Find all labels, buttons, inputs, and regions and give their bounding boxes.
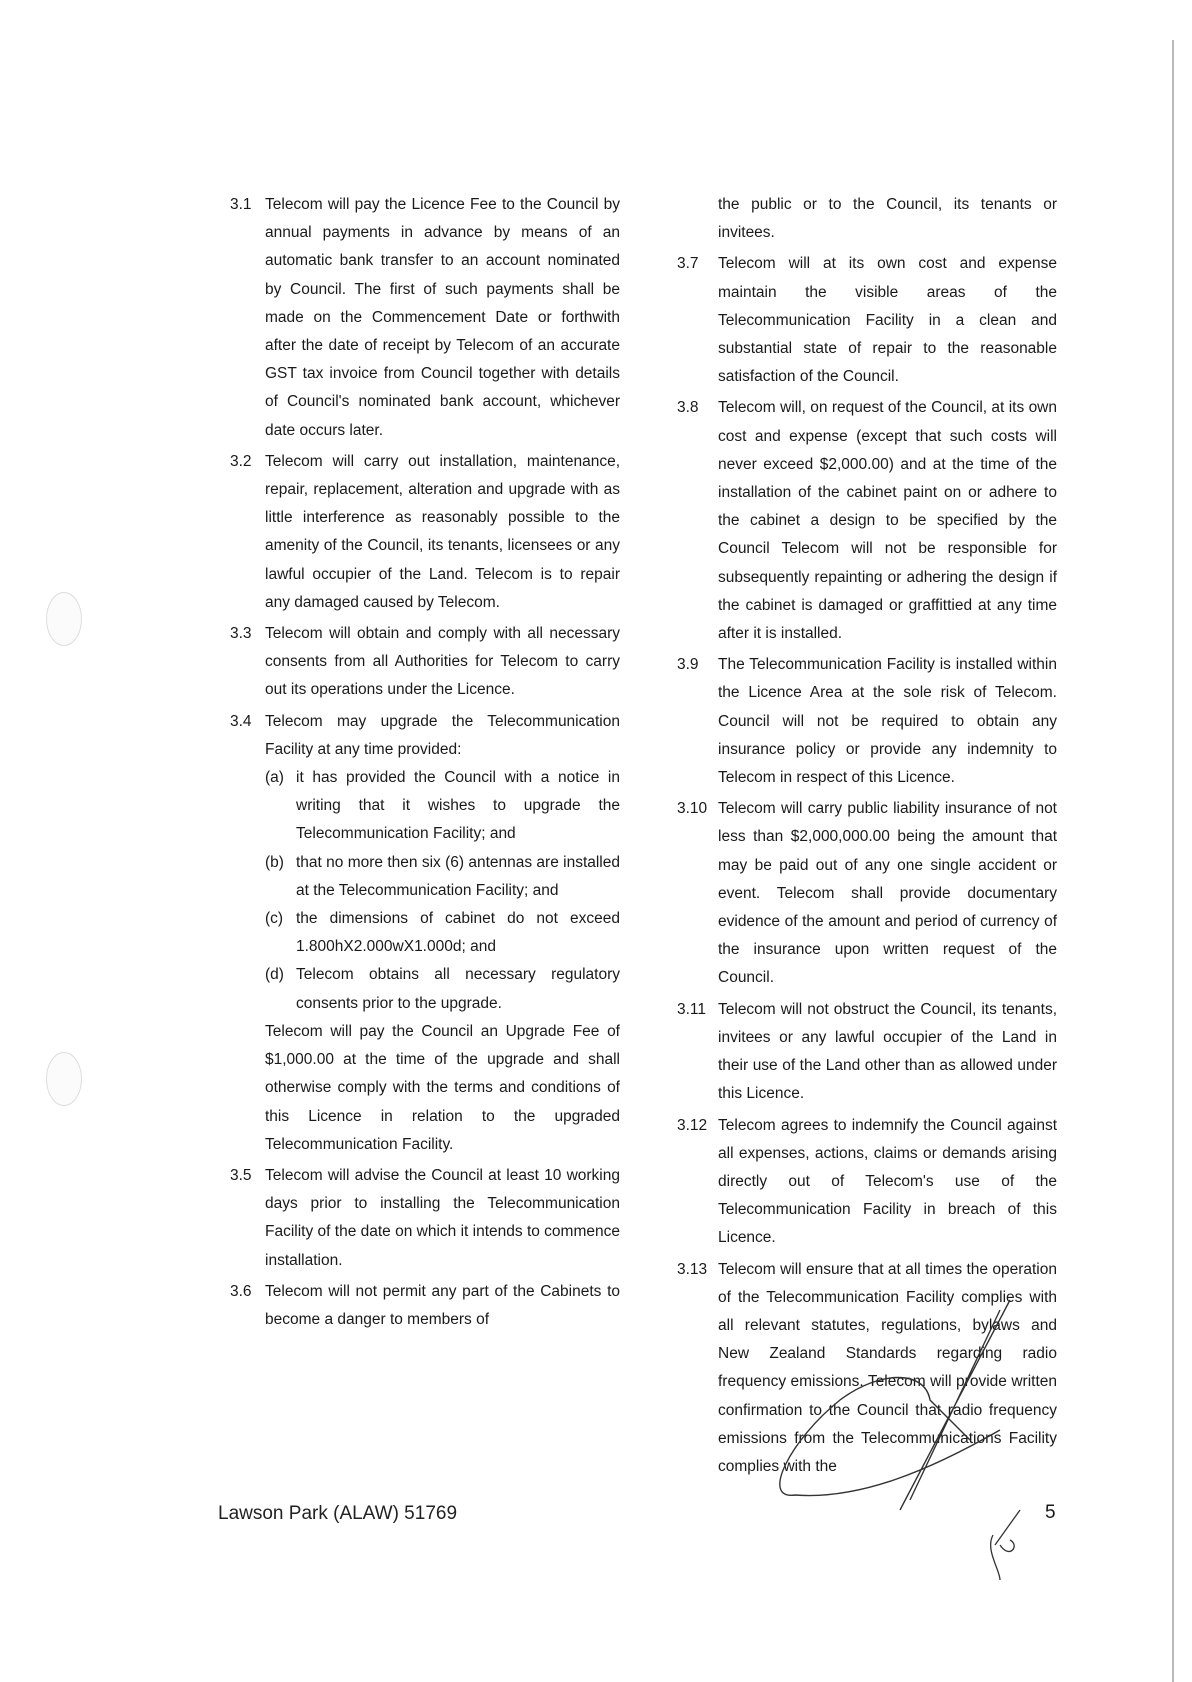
clause-number: 3.9: [677, 656, 699, 674]
document-footer: Lawson Park (ALAW) 51769: [218, 1503, 458, 1524]
sub-item-text: the dimensions of cabinet do not exceed 1.800hX2.000wX1.000d; and: [296, 910, 620, 956]
sub-item-text: it has provided the Council with a notice in writing that it wishes to upgrade the Telecommunication Facility; and: [296, 769, 620, 843]
clause-number: 3.1: [230, 196, 252, 213]
clause-text: The Telecommunication Facility is installed within the Licence Area at the sole risk of Telecom. Council will not be required to obtain any insurance policy or provide any indemnity to Telecom in respect of this Licence.: [718, 656, 1057, 787]
clause-text: Telecom may upgrade the Telecommunication Facility at any time provided:: [265, 712, 620, 758]
clause-number: 3.11: [677, 1000, 707, 1018]
clause-text: Telecom will ensure that at all times the operation of the Telecommunication Facility complies with all relevant statutes, regulations, bylaws and New Zealand Standards regarding radio frequency emissions. Telecom will provide written confirmation to the Council that radio frequency emissions from the Telecommunications Facility complies with the: [718, 1260, 1057, 1475]
clause-number: 3.4: [230, 712, 252, 730]
initials-mark: [991, 1510, 1020, 1580]
clause-number: 3.3: [230, 625, 252, 643]
clause-number: 3.13: [677, 1260, 708, 1278]
sub-item-label: (c): [265, 910, 284, 928]
sub-item-label: (a): [265, 769, 284, 787]
sub-item-text: Telecom obtains all necessary regulatory consents prior to the upgrade.: [296, 966, 620, 1012]
clause-number: 3.8: [677, 399, 699, 417]
clause-number: 3.10: [677, 800, 708, 818]
clause-text: Telecom will not permit any part of the Cabinets to become a danger to members of: [265, 1282, 620, 1328]
page-number: 5: [1045, 1502, 1056, 1523]
clause-text: Telecom will at its own cost and expense maintain the visible areas of the Telecommunication Facility in a clean and substantial state of repair to the reasonable satisfaction of the Council.: [718, 255, 1057, 386]
clause-text: Telecom will pay the Licence Fee to the Council by annual payments in advance by means of an automatic bank transfer to an account nominated by Council. The first of such payments shall be made on the Commencement Date or forthwith after the date of receipt by Telecom of an accurate GST tax invoice from Council together with details of Council's nominated bank account, whichever date occurs later.: [265, 196, 620, 439]
sub-item-label: (d): [265, 966, 284, 984]
sub-item-text: that no more then six (6) antennas are installed at the Telecommunication Facility; and: [296, 853, 620, 899]
clause-text: Telecom will obtain and comply with all necessary consents from all Authorities for Telecom to carry out its operations under the Licence.: [265, 625, 620, 699]
clause-continuation: the public or to the Council, its tenants or invitees.: [718, 196, 1057, 242]
clause-number: 3.5: [230, 1166, 252, 1184]
clause-3-4-tail: Telecom will pay the Council an Upgrade Fee of $1,000.00 at the time of the upgrade and shall otherwise comply with the terms and conditions of this Licence in relation to the upgraded Telecommunication Facility.: [265, 1022, 620, 1153]
clause-text: Telecom will carry out installation, maintenance, repair, replacement, alteration and upgrade with as little interference as reasonably possible to the amenity of the Council, its tenants, licensees or any lawful occupier of the Land. Telecom is to repair any damaged caused by Telecom.: [265, 452, 620, 611]
clause-text: Telecom will not obstruct the Council, its tenants, invitees or any lawful occupier of the Land in their use of the Land other than as allowed under this Licence.: [718, 1000, 1057, 1103]
clause-number: 3.6: [230, 1282, 252, 1300]
clause-number: 3.7: [677, 255, 699, 273]
clause-text: Telecom will, on request of the Council, at its own cost and expense (except that such costs will never exceed $2,000.00) and at the time of the installation of the cabinet paint on or adhere to the cabinet a design to be specified by the Council Telecom will not be responsible for subsequently repainting or adhering the design if the cabinet is damaged or graffittied at any time after it is installed.: [718, 399, 1057, 643]
clause-number: 3.2: [230, 452, 252, 470]
clause-number: 3.12: [677, 1116, 708, 1134]
clause-text: Telecom will carry public liability insurance of not less than $2,000,000.00 being the amount that may be paid out of any one single accident or event. Telecom shall provide documentary evidence of the amount and period of currency of the insurance upon written request of the Council.: [718, 800, 1057, 987]
clause-text: Telecom agrees to indemnify the Council against all expenses, actions, claims or demands arising directly out of Telecom's use of the Telecommunication Facility in breach of this Licence.: [718, 1116, 1057, 1247]
clause-text: Telecom will advise the Council at least 10 working days prior to installing the Telecommunication Facility of the date on which it intends to commence installation.: [265, 1166, 620, 1269]
sub-item-label: (b): [265, 853, 284, 871]
